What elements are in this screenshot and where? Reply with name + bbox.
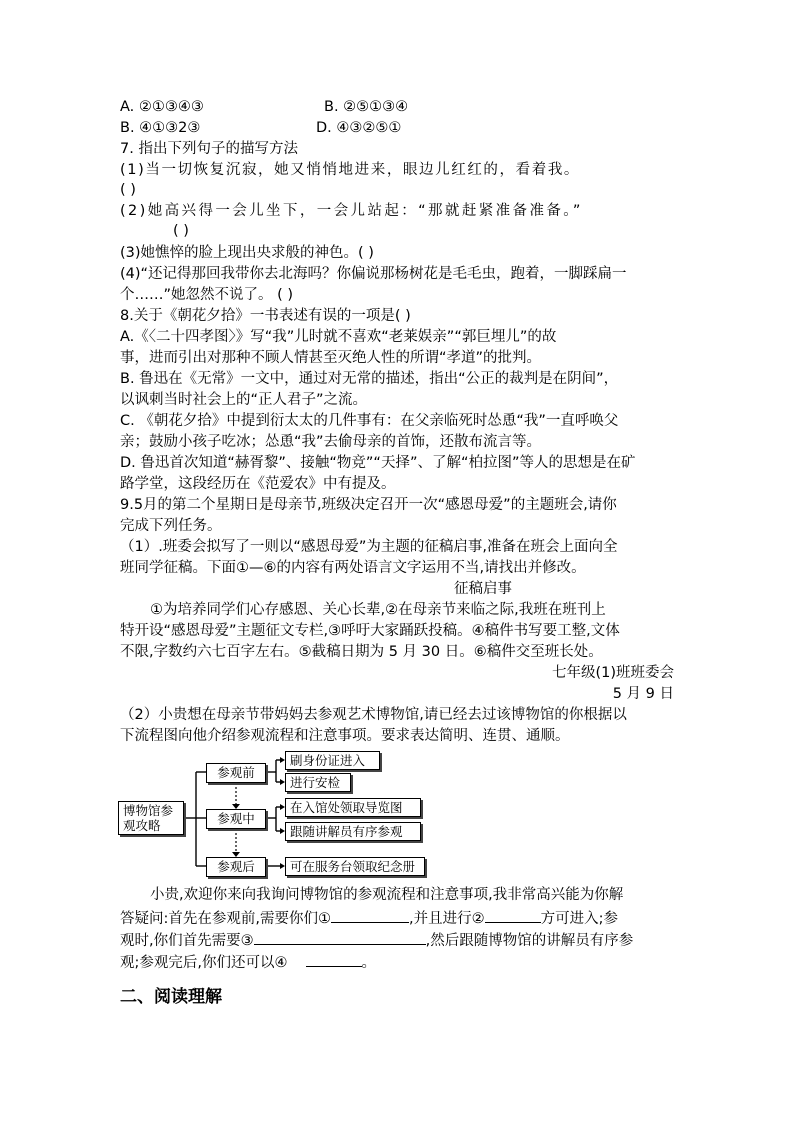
flowchart-step-follow-guide: 跟随讲解员有序参观	[285, 822, 421, 841]
q7-sentence-2: (2)她高兴得一会儿坐下，一会儿站起：“那就赶紧准备准备。”	[120, 203, 583, 219]
q9-part2-line2: 下流程图向他介绍参观流程和注意事项。要求表达简明、连贯、通顺。	[120, 728, 570, 744]
q8-option-c-line1: C. 《朝花夕拾》中提到衍太太的几件事有：在父亲临死时怂恿“我”一直呼唤父	[120, 413, 619, 429]
flowchart-stage-after: 参观后	[206, 857, 266, 877]
notice-line2: 特开设“感恩母爱”主题征文专栏,③呼吁大家踊跃投稿。④稿件书写要工整,文体	[120, 623, 620, 639]
q7-sentence-4-line2: 个……”她忽然不说了。 ( )	[120, 287, 294, 303]
answer-line2	[120, 907, 618, 929]
blank-2[interactable]	[485, 907, 541, 923]
blank-1[interactable]	[331, 907, 409, 923]
q9-part2-line1: （2）小贵想在母亲节带妈妈去参观艺术博物馆,请已经去过该博物馆的你根据以	[120, 707, 627, 723]
answer-line3	[120, 929, 633, 951]
q6-option-a: A. ②①③④③	[120, 99, 204, 115]
q8-option-a-line1: A.《〈二十四孝图〉》写“我”儿时就不喜欢“老莱娱亲”“郭巨埋儿”的故	[120, 329, 557, 345]
answer-line3-text-a: 观时,你们首先需要③	[120, 933, 254, 949]
answer-line1: 小贵,欢迎你来向我询问博物馆的参观流程和注意事项,我非常高兴能为你解	[150, 887, 624, 903]
flowchart-root: 博物馆参观攻略	[118, 801, 184, 835]
q7-title: 7. 指出下列句子的描写方法	[120, 141, 298, 157]
flowchart-step-souvenir: 可在服务台领取纪念册	[285, 857, 425, 876]
answer-line4-text-b: 。	[361, 955, 376, 971]
q8-option-d-line2: 路学堂，这段经历在《范爱农》中有提及。	[120, 476, 396, 492]
answer-line2-text-a: 答疑问:首先在参观前,需要你们①	[120, 911, 331, 927]
q7-sentence-4-line1: (4)“还记得那回我带你去北海吗？你偏说那杨树花是毛毛虫，跑着，一脚踩扁一	[120, 266, 627, 282]
section-heading-reading: 二、阅读理解	[120, 987, 222, 1007]
answer-line2-text-c: 方可进入;参	[540, 911, 618, 927]
q8-option-b-line1: B. 鲁迅在《无常》一文中，通过对无常的描述，指出“公正的裁判是在阴间”，	[120, 371, 619, 387]
q7-answer-2[interactable]: ( )	[173, 223, 189, 239]
q6-option-b: B. ②⑤①③④	[324, 99, 409, 115]
flowchart-step-security: 进行安检	[285, 773, 351, 792]
q6-option-b2: B. ④①③2③	[120, 120, 201, 136]
q8-option-c-line2: 亲；鼓励小孩子吃冰；怂恿“我”去偷母亲的首饰，还散布流言等。	[120, 434, 542, 450]
q8-option-a-line2: 事，进而引出对那种不顾人情甚至灭绝人性的所谓“孝道”的批判。	[120, 350, 542, 366]
q9-intro-line2: 完成下列任务。	[120, 518, 222, 534]
q9-intro-line1: 9.5月的第二个星期日是母亲节,班级决定召开一次“感恩母爱”的主题班会,请你	[120, 497, 617, 513]
notice-date: 5 月 9 日	[612, 686, 674, 702]
q7-sentence-3: (3)她憔悴的脸上现出央求般的神色。( )	[120, 245, 374, 261]
blank-3[interactable]	[254, 929, 426, 945]
q7-answer-1[interactable]: ( )	[120, 182, 136, 198]
flowchart-step-guide-map: 在入馆处领取导览图	[285, 798, 421, 817]
q8-option-d-line1: D. 鲁迅首次知道“赫胥黎”、接触“物竞”“天择”、了解“柏拉图”等人的思想是在矿	[120, 455, 636, 471]
notice-title: 征稿启事	[454, 581, 512, 597]
flowchart-stage-before: 参观前	[206, 763, 266, 783]
flowchart-step-swipe-id: 刷身份证进入	[285, 751, 380, 770]
notice-signature: 七年级(1)班班委会	[551, 665, 674, 681]
answer-line3-text-b: ,然后跟随博物馆的讲解员有序参	[425, 933, 634, 949]
answer-line4-text-a: 观;参观完后,你们还可以④	[120, 955, 288, 971]
q8-option-b-line2: 以讽刺当时社会上的“正人君子”之流。	[120, 392, 368, 408]
answer-line4	[120, 951, 376, 973]
answer-line2-text-b: ,并且进行②	[409, 911, 485, 927]
flowchart-stage-during: 参观中	[206, 809, 266, 829]
q6-option-d: D. ④③②⑤①	[316, 120, 402, 136]
q7-sentence-1: (1)当一切恢复沉寂，她又悄悄地进来，眼边儿红红的，看着我。	[120, 162, 581, 178]
q9-part1-line1: （1）.班委会拟写了一则以“感恩母爱”为主题的征稿启事,准备在班会上面向全	[120, 539, 618, 555]
notice-line1: ①为培养同学们心存感恩、关心长辈,②在母亲节来临之际,我班在班刊上	[150, 602, 606, 618]
q8-title: 8.关于《朝花夕拾》一书表述有误的一项是( )	[120, 308, 411, 324]
q9-part1-line2: 班同学征稿。下面①—⑥的内容有两处语言文字运用不当,请找出并修改。	[120, 560, 586, 576]
notice-line3: 不限,字数约六七百字左右。⑤截稿日期为 5 月 30 日。⑥稿件交至班长处。	[120, 644, 603, 660]
blank-4[interactable]	[306, 951, 362, 967]
